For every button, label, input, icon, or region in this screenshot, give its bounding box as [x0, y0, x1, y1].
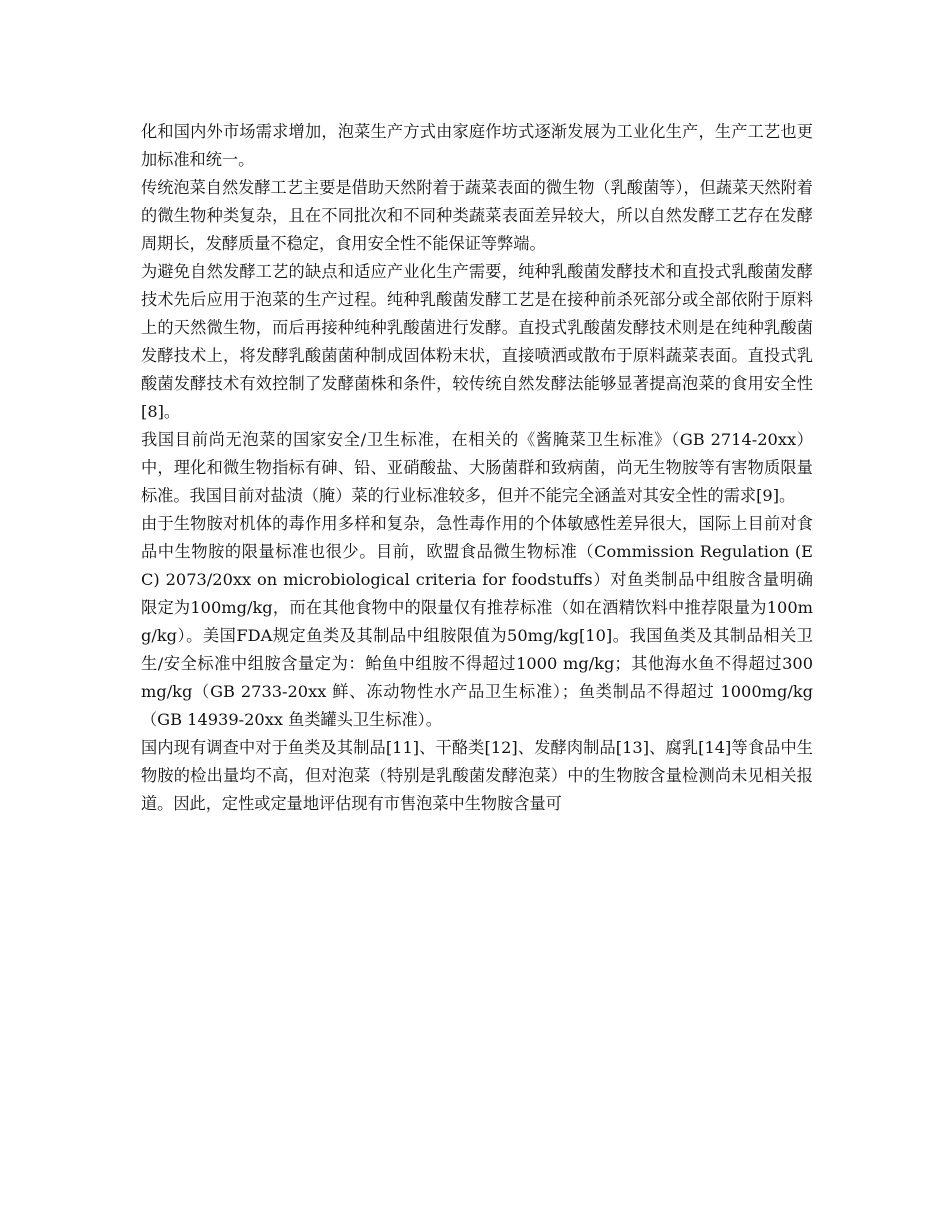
paragraph-industrialization: 化和国内外市场需求增加，泡菜生产方式由家庭作坊式逐渐发展为工业化生产，生产工艺也更加标准和统一。	[141, 122, 813, 169]
paragraph-pure-culture-fermentation: 为避免自然发酵工艺的缺点和适应产业化生产需要，纯种乳酸菌发酵技术和直投式乳酸菌发酵技术先后应用于泡菜的生产过程。纯种乳酸菌发酵工艺是在接种前杀死部分或全部依附于原料上的天然微生物，而后再接种纯种乳酸菌进行发酵。直投式乳酸菌发酵技术则是在纯种乳酸菌发酵技术上，将发酵乳酸菌菌种制成固体粉末状，直接喷洒或散布于原料蔬菜表面。直投式乳酸菌发酵技术有效控制了发酵菌株和条件，较传统自然发酵法能够显著提高泡菜的食用安全性[8]。	[141, 262, 813, 421]
paragraph-biogenic-amine-limits: 由于生物胺对机体的毒作用多样和复杂，急性毒作用的个体敏感性差异很大，国际上目前对食品中生物胺的限量标准也很少。目前，欧盟食品微生物标准（Commission Regulation (EC) 2073/20xx on microbiological criteria for foodstuffs）对鱼类制品中组胺含量明确限定为100mg/kg，而在其他食物中的限量仅有推荐标准（如在酒精饮料中推荐限量为100mg/kg）。美国FDA规定鱼类及其制品中组胺限值为50mg/kg[10]。我国鱼类及其制品相关卫生/安全标准中组胺含量定为：鲐鱼中组胺不得超过1000 mg/kg；其他海水鱼不得超过300 mg/kg（GB 2733-20xx 鲜、冻动物性水产品卫生标准）；鱼类制品不得超过 1000mg/kg（GB 14939-20xx 鱼类罐头卫生标准）。	[141, 514, 813, 729]
paragraph-natural-fermentation: 传统泡菜自然发酵工艺主要是借助天然附着于蔬菜表面的微生物（乳酸菌等），但蔬菜天然附着的微生物种类复杂，且在不同批次和不同种类蔬菜表面差异较大，所以自然发酵工艺存在发酵周期长，发酵质量不稳定，食用安全性不能保证等弊端。	[141, 178, 813, 253]
paragraph-domestic-surveys: 国内现有调查中对于鱼类及其制品[11]、干酪类[12]、发酵肉制品[13]、腐乳[14]等食品中生物胺的检出量均不高，但对泡菜（特别是乳酸菌发酵泡菜）中的生物胺含量检测尚未见相关报道。因此，定性或定量地评估现有市售泡菜中生物胺含量可	[141, 738, 813, 813]
document-body	[141, 118, 813, 818]
paragraph-national-standards: 我国目前尚无泡菜的国家安全/卫生标准，在相关的《酱腌菜卫生标准》（GB 2714-20xx）中，理化和微生物指标有砷、铅、亚硝酸盐、大肠菌群和致病菌，尚无生物胺等有害物质限量标准。我国目前对盐渍（腌）菜的行业标准较多，但并不能完全涵盖对其安全性的需求[9]。	[141, 430, 813, 505]
